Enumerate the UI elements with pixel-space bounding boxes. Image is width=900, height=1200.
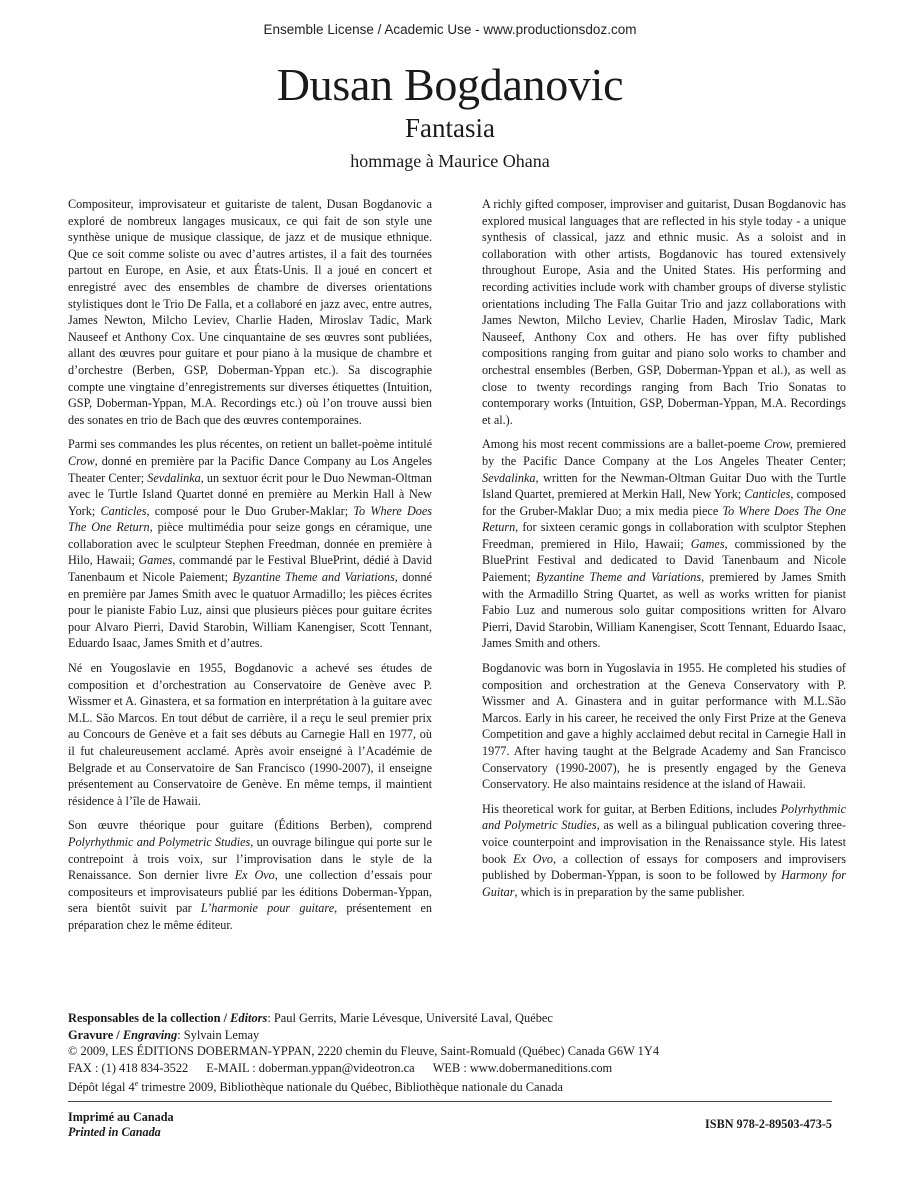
english-paragraph-1: A richly gifted composer, improviser and guitarist, Dusan Bogdanovic has explored musical languages that are reflected in his style today - a unique synthesis of classical, jazz and ethnic music. As a soloist and in collaboration with other artists, Bogdanovic has toured extensively throughout Europe, Asia and the United States. His performing and recording activities include work with chamber groups of diverse stylistic orientations including The Falla Guitar Trio and jazz collaborations with James Newton, Milcho Leviev, Charlie Haden, Miroslav Tadic, Mark Nauseef, Anthony Cox and others. He has over fifty published compositions ranging from guitar and piano solo works to chamber and orchestral ensembles (Berben, GSP, Doberman-Yppan et al.), as well as close to twenty recordings ranging from Bach Trio Sonatas to contemporary works (Intuition, GSP, Doberman-Yppan, M.A. Recordings et al.). xyxy=(482,197,846,427)
contact-line xyxy=(68,1060,848,1077)
editors-line: Responsables de la collection / Editors: Paul Gerrits, Marie Lévesque, Université Laval, Québec xyxy=(68,1011,553,1025)
composer-name: Dusan Bogdanovic xyxy=(276,59,624,110)
fax-number: FAX : (1) 418 834-3522 xyxy=(68,1060,189,1075)
french-paragraph-1: Compositeur, improvisateur et guitariste de talent, Dusan Bogdanovic a exploré de nombreux langages musicaux, ce qui fait de son style une synthèse unique de musique classique, de jazz et de musique ethnique. Que ce soit comme soliste ou avec d’autres artistes, il a fait des tournées partout en Europe, en Asie, et aux États-Unis. Il a joué en concert et enregistré avec des ensembles de chambre de diverses orientations stylistiques dont le Trio De Falla, et a collaboré en jazz avec, entre autres, James Newton, Milcho Leviev, Charlie Haden, Miroslav Tadic, Mark Nauseef et Anthony Cox. Une cinquantaine de ses œuvres sont publiées, allant des œuvres pour guitare et pour piano à la musique de chambre et d’orchestre (Berben, GSP, Doberman-Yppan etc.). Sa discographie compte une vingtaine d’enregistrements sur diverses étiquettes (Intuition, GSP, Doberman-Yppan, M.A. Recordings etc.) où l’on trouve aussi bien des sonates en trio de Bach que des œuvres contemporaines. xyxy=(68,197,432,427)
dedication: hommage à Maurice Ohana xyxy=(350,151,550,171)
license-notice: Ensemble License / Academic Use - www.productionsdoz.com xyxy=(263,22,637,37)
printed-in-canada: Imprimé au Canada Printed in Canada xyxy=(68,1110,174,1139)
french-paragraph-2: Parmi ses commandes les plus récentes, on retient un ballet-poème intitulé Crow, donné en première par la Pacific Dance Company au Los Angeles Theater Center; Sevdalinka, un sextuor écrit pour le Duo Newman-Oltman avec le Turtle Island Quartet donné en première au Merkin Hall à New York; Canticles, composé pour le Duo Gruber-Maklar; To Where Does The One Return, pièce multimédia pour seize gongs en céramique, une collaboration avec le sculpteur Stephen Freedman, donnée en première à Hilo, Hawaii; Games, commandé par le Festival BluePrint, dédié à David Tanenbaum et Nicole Paiement; Byzantine Theme and Variations, donné en première par James Smith avec le quatuor Armadillo; les pièces écrites pour le pianiste Fabio Luz, ainsi que plusieurs pièces pour guitare écrites pour Alvaro Pierri, David Starobin, William Kanengiser, Scott Tennant, Eduardo Isaac, James Smith et d’autres. xyxy=(68,437,433,651)
work-title: Fantasia xyxy=(405,113,495,143)
french-paragraph-3: Né en Yougoslavie en 1955, Bogdanovic a achevé ses études de composition et d’orchestration au Conservatoire de Genève avec P. Wissmer et A. Ginastera, et sa formation en interprétation à la guitare avec M.L. São Marcos. En tout début de carrière, il a reçu le seul premier prix au Concours de Genève et a fait ses débuts au Carnegie Hall en 1977, où il fut chaleureusement acclamé. Après avoir enseigné à l’Académie de Belgrade et au Conservatoire de San Francisco (1990-2007), il enseigne présentement au Conservatoire de Genève. En même temps, il maintient résidence à l’île de Hawaii. xyxy=(68,661,432,808)
footer-divider xyxy=(68,1101,832,1102)
engraving-line: Gravure / Engraving: Sylvain Lemay xyxy=(68,1027,260,1042)
legal-deposit-line: Dépôt légal 4e trimestre 2009, Bibliothèque nationale du Québec, Bibliothèque nationale du Canada xyxy=(68,1079,563,1095)
copyright-line: © 2009, LES ÉDITIONS DOBERMAN-YPPAN, 2220 chemin du Fleuve, Saint-Romuald (Québec) Canada G6W 1Y4 xyxy=(68,1044,660,1058)
isbn: ISBN 978-2-89503-473-5 xyxy=(705,1117,832,1131)
french-paragraph-4: Son œuvre théorique pour guitare (Éditions Berben), comprend Polyrhythmic and Polymetric Studies, un ouvrage bilingue qui porte sur le contrepoint à trois voix, sur l’improvisation dans le style de la Renaissance. Son dernier livre Ex Ovo, une collection d’essais pour compositeurs et improvisateurs publié par les éditions Doberman-Yppan, sera bientôt suivit par L’harmonie pour guitare, présentement en préparation chez le même éditeur. xyxy=(68,818,432,932)
english-paragraph-3: Bogdanovic was born in Yugoslavia in 1955. He completed his studies of composition and orchestration at the Geneva Conservatory with P. Wissmer and A. Ginastera and in guitar performance with M.L.São Marcos. Early in his career, he received the only First Prize at the Geneva Competition and gave a highly acclaimed debut recital in Carnegie Hall in 1977. After having taught at the Belgrade Academy and San Francisco Conservatory (1990-2007), he is presently engaged by the Geneva Conservatory. He also maintains residence at the island of Hawaii. xyxy=(482,661,846,792)
website: WEB : www.dobermaneditions.com xyxy=(432,1060,613,1075)
english-paragraph-2: Among his most recent commissions are a ballet-poeme Crow, premiered by the Pacific Dance Company at the Los Angeles Theater Center; Sevdalinka, written for the Newman-Oltman Guitar Duo with the Turtle Island Quartet, premiered at Merkin Hall, New York; Canticles, composed for the Gruber-Maklar Duo; a mix media piece To Where Does The One Return, for sixteen ceramic gongs in collaboration with sculptor Stephen Freedman, premiered in Hilo, Hawaii; Games, commissioned by the BluePrint Festival and dedicated to David Tanenbaum and Nicole Paiement; Byzantine Theme and Variations, premiered by James Smith with the Armadillo String Quartet, as well as works written for pianist Fabio Luz and numerous solo guitar compositions written for Alvaro Pierri, David Starobin, William Kanengiser, Scott Tennant, Eduardo Isaac, James Smith and others. xyxy=(482,437,847,651)
email-address: E-MAIL : doberman.yppan@videotron.ca xyxy=(206,1060,415,1075)
english-biography xyxy=(482,196,846,908)
english-paragraph-4: His theoretical work for guitar, at Berben Editions, includes Polyrhythmic and Polymetric Studies, as well as a bilingual publication covering three- voice counterpoint and improvisation in the Renaissance style. His latest book Ex Ovo, a collection of essays for composers and improvisers published by Doberman-Yppan, is soon to be followed by Harmony for Guitar, which is in preparation by the same publisher. xyxy=(482,801,847,899)
french-biography xyxy=(68,196,432,942)
publication-credits xyxy=(68,1010,848,1096)
